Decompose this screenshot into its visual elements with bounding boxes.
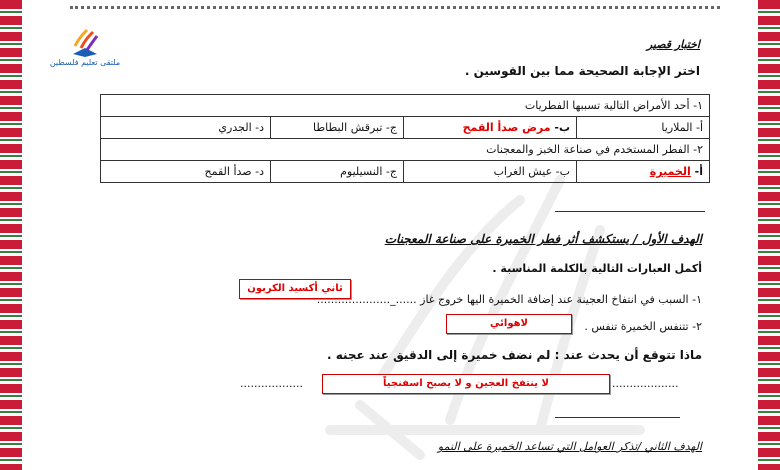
answer-co2: ثاني أكسيد الكربون (239, 279, 351, 299)
divider-line (555, 417, 680, 418)
table-row (101, 139, 710, 161)
q1-stem: ١- أحد الأمراض التالية تسببها الفطريات (101, 95, 710, 117)
divider-line (555, 211, 705, 212)
q1-answer: مرض صدأ القمح (462, 121, 551, 134)
mcq-table (100, 94, 710, 183)
instruction-choose: اختر الإجابة الصحيحة مما بين القوسين . (464, 64, 700, 78)
quiz-title: اختبار قصير (646, 38, 700, 51)
q2-option-a: أ- الخميرة (577, 161, 710, 183)
statement-2: ٢- تتنفس الخميرة تنفس . (584, 320, 702, 333)
q1-option-a: أ- الملاريا (577, 117, 710, 139)
answer-dots-right: ................... (612, 377, 679, 390)
q2-option-d: د- صدأ القمح (101, 161, 271, 183)
q1-option-b: ب- مرض صدأ القمح (404, 117, 577, 139)
dotted-header-rule (70, 6, 720, 9)
answer-no-yeast: لا ينتفخ العجين و لا يصبح اسفنجياً (322, 374, 610, 394)
q1-option-d: د- الجدري (101, 117, 271, 139)
table-row (101, 117, 710, 139)
decorative-border-left (0, 0, 22, 470)
decorative-border-right (758, 0, 780, 470)
table-row (101, 161, 710, 183)
q2-option-b: ب- عيش الغراب (404, 161, 577, 183)
table-row (101, 95, 710, 117)
logo-text: ملتقى تعليم فلسطين (49, 58, 121, 67)
answer-dots-left: .................. (240, 377, 303, 390)
statement-1: ١- السبب في انتفاخ العجينة عند إضافة الخميرة اليها خروج غاز ......_..................... (316, 293, 702, 306)
goal1-title: الهدف الأول / يستكشف أثر فطر الخميرة على صناعة المعجنات (384, 232, 702, 246)
goal2-title: الهدف الثاني /تذكر العوامل التي تساعد الخميرة على النمو (437, 440, 702, 453)
answer-anaerobic: لاهوائي (446, 314, 572, 334)
q2-stem: ٢- الفطر المستخدم في صناعة الخبز والمعجنات (101, 139, 710, 161)
goal1-instruction: أكمل العبارات التالية بالكلمة المناسبة . (492, 262, 702, 275)
q2-answer: الخميرة (649, 165, 691, 178)
q2-option-c: ج- النسيليوم (271, 161, 404, 183)
expect-question: ماذا تتوقع أن يحدث عند : لم نضف خميرة إلى الدقيق عند عجنه . (327, 348, 702, 362)
q1-option-c: ج- تبرقش البطاطا (271, 117, 404, 139)
